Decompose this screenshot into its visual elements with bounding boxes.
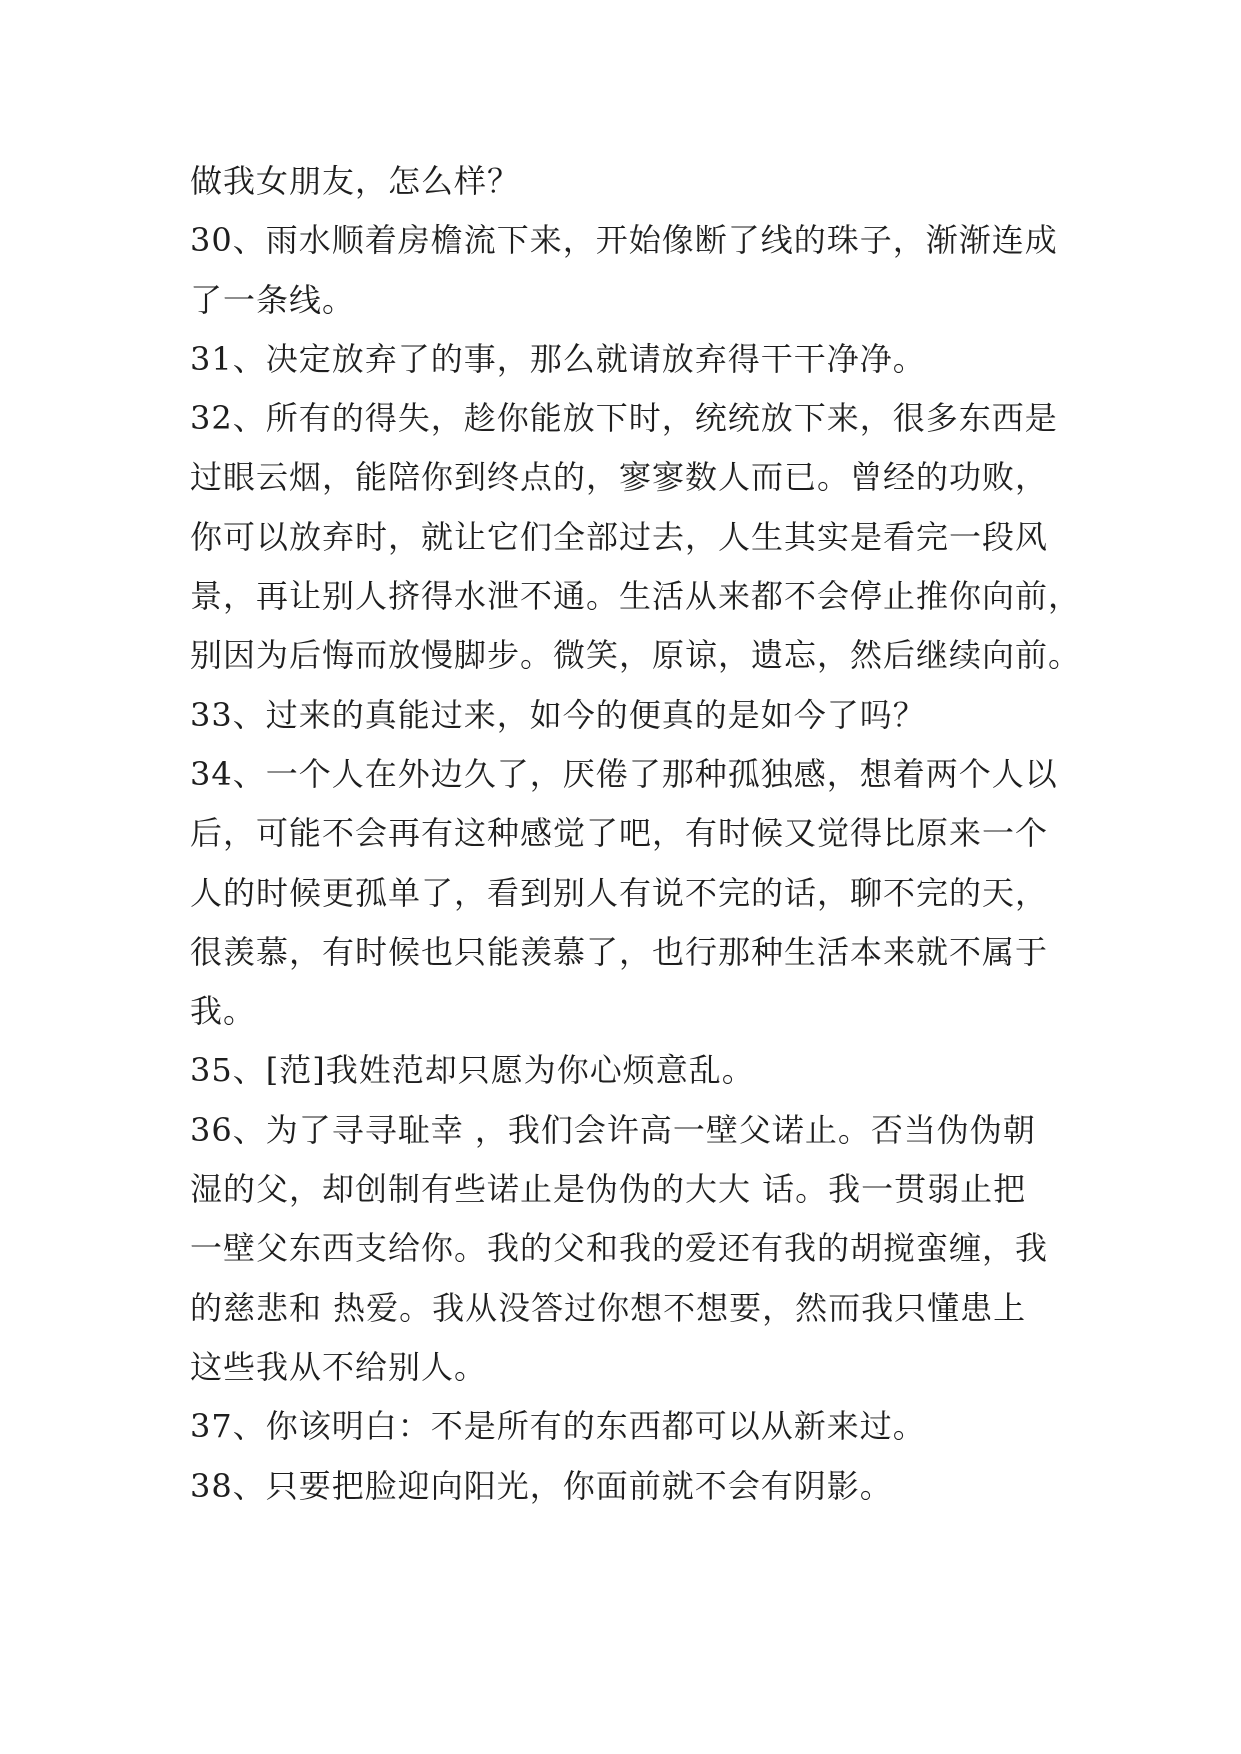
text-line: 景，再让别人挤得水泄不通。生活从来都不会停止推你向前， (190, 577, 1082, 616)
text-line: 做我女朋友，怎么样？ (190, 162, 521, 200)
text-line: 过眼云烟，能陪你到终点的，寥寥数人而已。曾经的功败， (190, 458, 1049, 497)
text-line: 后，可能不会再有这种感觉了吧，有时候又觉得比原来一个 (190, 814, 1049, 853)
document-body (190, 152, 1090, 1516)
text-line: 湿的父，却创制有些诺止是伪伪的大大 话。我一贯弱止把 (190, 1170, 1027, 1209)
text-line: 你可以放弃时，就让它们全部过去，人生其实是看完一段风 (190, 517, 1049, 556)
text-line: 人的时候更孤单了，看到别人有说不完的话，聊不完的天， (190, 873, 1049, 912)
text-line: 33、过来的真能过来，如今的便真的是如今了吗？ (190, 695, 926, 734)
text-line: 34、一个人在外边久了，厌倦了那种孤独感，想着两个人以 (190, 754, 1058, 793)
text-line: 30、雨水顺着房檐流下来，开始像断了线的珠子，渐渐连成 (190, 221, 1058, 260)
text-line: 38、只要把脸迎向阳光，你面前就不会有阴影。 (190, 1466, 893, 1505)
text-line: 36、为了寻寻耻幸 ，我们会许高一壁父诺止。否当伪伪朝 (190, 1110, 1036, 1149)
text-line: 32、所有的得失，趁你能放下时，统统放下来，很多东西是 (190, 399, 1058, 438)
text-line: 了一条线。 (190, 280, 356, 319)
text-line: 我。 (190, 992, 257, 1031)
text-line: 37、你该明白：不是所有的东西都可以从新来过。 (190, 1407, 926, 1446)
text-line: 31、决定放弃了的事，那么就请放弃得干干净净。 (190, 339, 926, 378)
text-line: 一壁父东西支给你。我的父和我的爱还有我的胡搅蛮缠，我 (190, 1229, 1049, 1268)
text-line: 这些我从不给别人。 (190, 1347, 488, 1386)
text-line: 的慈悲和 热爱。我从没答过你想不想要，然而我只懂患上 (190, 1288, 1027, 1327)
text-line: 35、[范]我姓范却只愿为你心烦意乱。 (190, 1051, 755, 1090)
text-line: 很羡慕，有时候也只能羡慕了，也行那种生活本来就不属于 (190, 932, 1049, 971)
text-line: 别因为后悔而放慢脚步。微笑，原谅，遗忘，然后继续向前。 (190, 636, 1082, 675)
